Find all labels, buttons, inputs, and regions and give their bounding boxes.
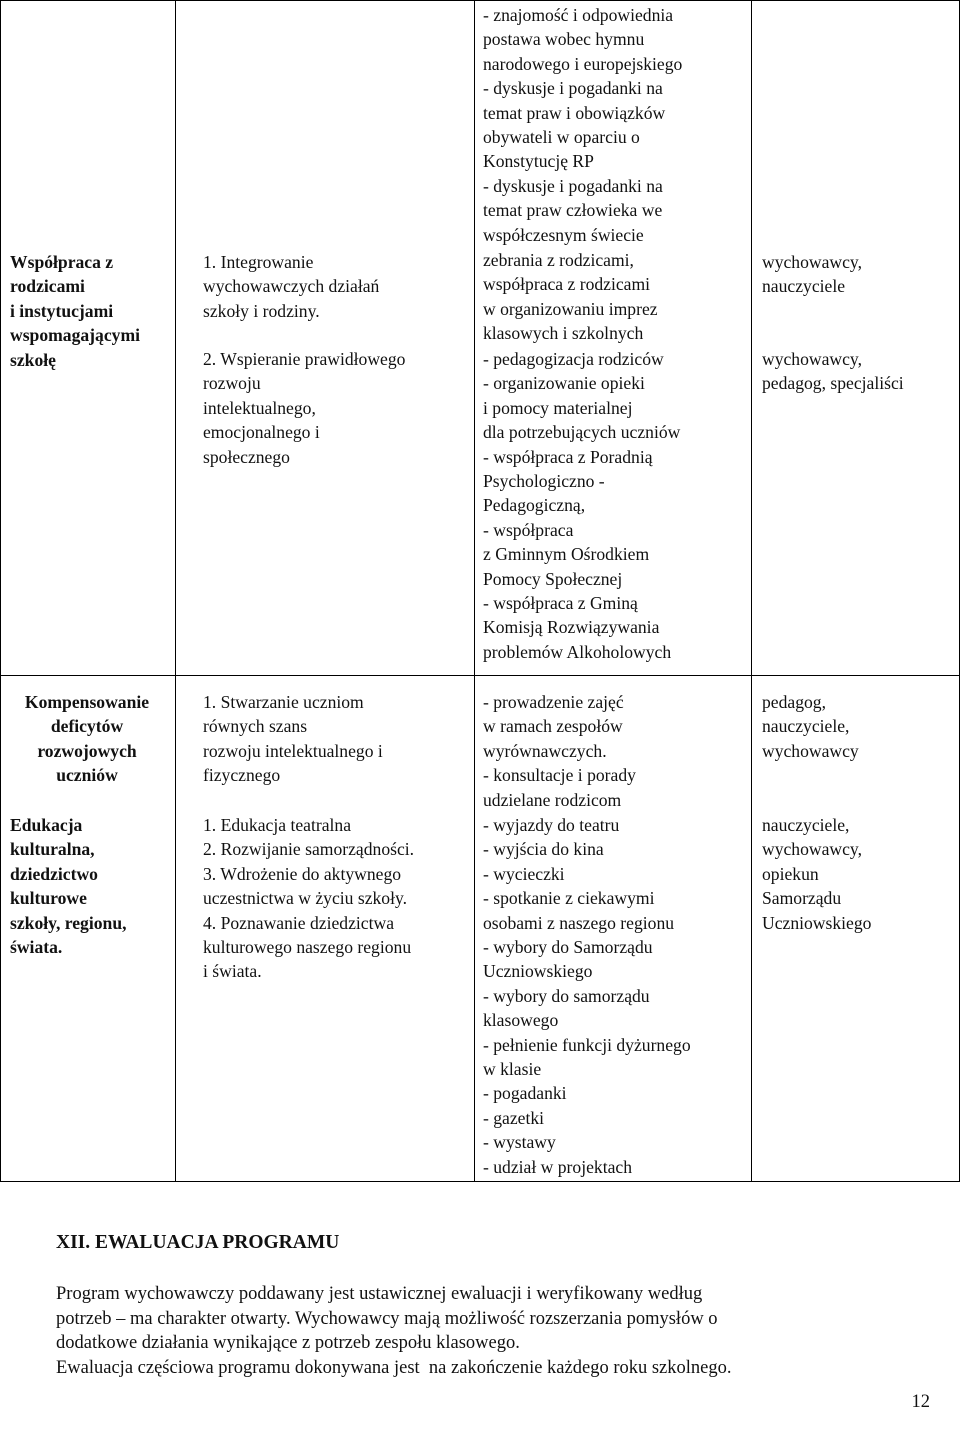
text-line: fizycznego bbox=[203, 765, 281, 786]
text-line: Komisją Rozwiązywania bbox=[483, 617, 660, 638]
row2-tasks-a-cell bbox=[203, 690, 383, 788]
text-line: 4. Poznawanie dziedzictwa bbox=[203, 912, 395, 933]
text-line: 1. Stwarzanie uczniom bbox=[203, 692, 364, 712]
text-line: - pedagogizacja rodziców bbox=[483, 349, 664, 369]
text-line: pedagog, specjaliści bbox=[762, 373, 904, 394]
text-line: temat praw i obowiązków bbox=[483, 102, 666, 123]
row1-forms-top bbox=[483, 3, 682, 247]
text-line: rozwoju intelektualnego i bbox=[203, 740, 383, 761]
text-line: 3. Wdrożenie do aktywnego bbox=[203, 863, 402, 884]
section-title: XII. EWALUACJA PROGRAMU bbox=[56, 1232, 340, 1253]
row1-tasks-a-cell bbox=[203, 250, 379, 323]
text-line: dziedzictwo bbox=[10, 863, 98, 884]
text-line: w organizowaniu imprez bbox=[483, 298, 658, 319]
text-line: nauczyciele, bbox=[762, 815, 850, 835]
text-line: Kompensowanie bbox=[24, 692, 150, 712]
text-line: wychowawczych działań bbox=[203, 276, 380, 297]
text-line: i pomocy materialnej bbox=[483, 397, 633, 418]
row1-tasks-b bbox=[203, 347, 405, 469]
text-line: 2. Wspieranie prawidłowego bbox=[203, 349, 406, 369]
text-line: kulturowego naszego regionu bbox=[203, 937, 412, 958]
text-line: wspomagającymi bbox=[10, 325, 140, 346]
row2-resp-a-cell bbox=[762, 690, 859, 763]
row1-forms-a-cell bbox=[483, 248, 658, 346]
text-line: - współpraca z Poradnią bbox=[483, 446, 653, 467]
row1-resp-b-cell bbox=[762, 347, 904, 396]
table-border-top bbox=[0, 0, 960, 1]
text-line: osobami z naszego regionu bbox=[483, 912, 675, 933]
row1-resp-a bbox=[762, 250, 862, 299]
row2-resp-a bbox=[762, 690, 859, 763]
text-line: - pogadanki bbox=[483, 1083, 567, 1104]
row2-forms-b bbox=[483, 813, 691, 1179]
text-line: wychowawcy, bbox=[762, 349, 862, 369]
table-col-divider-3 bbox=[751, 0, 752, 1182]
text-line: narodowego i europejskiego bbox=[483, 53, 683, 74]
text-line: klasowych i szkolnych bbox=[483, 323, 644, 344]
row1-forms-a bbox=[483, 248, 658, 346]
row1-area bbox=[10, 250, 140, 372]
text-line: kulturowe bbox=[10, 888, 87, 909]
row2-forms-b-cell bbox=[483, 813, 691, 1179]
text-line: - dyskusje i pogadanki na bbox=[483, 175, 663, 196]
text-line: Uczniowskiego bbox=[483, 961, 593, 982]
text-line: uczestnictwa w życiu szkoły. bbox=[203, 888, 408, 909]
text-line: Edukacja bbox=[10, 815, 83, 835]
text-line: szkołę bbox=[10, 349, 56, 370]
text-line: nauczyciele, bbox=[762, 716, 850, 737]
table-col-divider-2 bbox=[474, 0, 475, 1182]
row1-forms-top-cell bbox=[483, 3, 682, 247]
text-line: 1. Edukacja teatralna bbox=[203, 815, 352, 835]
row2-resp-b-cell bbox=[762, 813, 871, 935]
row2-area-b bbox=[10, 813, 127, 959]
text-line: klasowego bbox=[483, 1010, 559, 1031]
text-line: - pełnienie funkcji dyżurnego bbox=[483, 1034, 691, 1055]
text-line: pedagog, bbox=[762, 692, 827, 712]
row1-resp-a-cell bbox=[762, 250, 862, 299]
text-line: Pedagogiczną, bbox=[483, 495, 586, 516]
text-line: równych szans bbox=[203, 716, 308, 737]
table-border-left bbox=[0, 0, 1, 1182]
text-line: w klasie bbox=[483, 1059, 542, 1080]
row2-forms-a-cell bbox=[483, 690, 636, 812]
text-line: - wybory do Samorządu bbox=[483, 937, 653, 958]
text-line: wychowawcy, bbox=[762, 252, 862, 272]
text-line: z Gminnym Ośrodkiem bbox=[483, 544, 650, 565]
text-line: 1. Integrowanie bbox=[203, 252, 314, 272]
text-line: - prowadzenie zajęć bbox=[483, 692, 624, 712]
text-line: rozwojowych bbox=[37, 740, 137, 761]
evaluation-paragraph bbox=[56, 1282, 732, 1380]
text-line: problemów Alkoholowych bbox=[483, 641, 672, 662]
text-line: uczniów bbox=[56, 765, 118, 786]
row1-tasks-b-cell bbox=[203, 347, 405, 469]
text-line: - wybory do samorządu bbox=[483, 985, 650, 1006]
row2-tasks-b bbox=[203, 813, 414, 984]
text-line: zebrania z rodzicami, bbox=[483, 250, 634, 270]
text-line: - wycieczki bbox=[483, 863, 565, 884]
text-line: - współpraca bbox=[483, 519, 574, 540]
text-line: - znajomość i odpowiednia bbox=[483, 5, 674, 25]
row2-forms-a bbox=[483, 690, 636, 812]
text-line: Ewaluacja częściowa programu dokonywana jest na zakończenie każdego roku szkolnego. bbox=[56, 1357, 732, 1378]
text-line: rodzicami bbox=[10, 276, 85, 297]
text-line: w ramach zespołów bbox=[483, 716, 623, 737]
text-line: temat praw człowieka we bbox=[483, 200, 663, 221]
text-line: - współpraca z Gminą bbox=[483, 593, 638, 614]
text-line: rozwoju bbox=[203, 373, 261, 394]
text-line: - udział w projektach bbox=[483, 1156, 632, 1177]
text-line: dodatkowe działania wynikające z potrzeb zespołu klasowego. bbox=[56, 1333, 520, 1354]
text-line: i instytucjami bbox=[10, 300, 114, 321]
row1-forms-b bbox=[483, 347, 680, 664]
text-line: intelektualnego, bbox=[203, 397, 316, 418]
text-line: wyrównawczych. bbox=[483, 740, 607, 761]
text-line: emocjonalnego i bbox=[203, 422, 320, 443]
table-col-divider-1 bbox=[175, 0, 176, 1182]
text-line: potrzeb – ma charakter otwarty. Wychowawcy mają możliwość rozszerzania pomysłów o bbox=[56, 1308, 718, 1329]
page-number: 12 bbox=[911, 1392, 930, 1412]
text-line: - wyjścia do kina bbox=[483, 839, 604, 860]
text-line: kulturalna, bbox=[10, 839, 95, 860]
text-line: dla potrzebujących uczniów bbox=[483, 422, 681, 443]
text-line: szkoły i rodziny. bbox=[203, 300, 320, 321]
text-line: udzielane rodzicom bbox=[483, 789, 622, 810]
text-line: - organizowanie opieki bbox=[483, 373, 645, 394]
text-line: - wystawy bbox=[483, 1132, 556, 1153]
text-line: wychowawcy, bbox=[762, 839, 862, 860]
row1-resp-b bbox=[762, 347, 904, 396]
text-line: 2. Rozwijanie samorządności. bbox=[203, 839, 415, 860]
text-line: Uczniowskiego bbox=[762, 912, 872, 933]
row1-tasks-a bbox=[203, 250, 379, 323]
text-line: Współpraca z bbox=[10, 252, 114, 272]
text-line: - dyskusje i pogadanki na bbox=[483, 78, 663, 99]
text-line: Samorządu bbox=[762, 888, 842, 909]
text-line: - spotkanie z ciekawymi bbox=[483, 888, 655, 909]
row1-area-cell bbox=[10, 250, 140, 372]
text-line: Program wychowawczy poddawany jest ustawicznej ewaluacji i weryfikowany według bbox=[56, 1284, 703, 1304]
text-line: nauczyciele bbox=[762, 276, 846, 297]
text-line: szkoły, regionu, bbox=[10, 912, 127, 933]
text-line: deficytów bbox=[50, 716, 124, 737]
text-line: świata. bbox=[10, 937, 63, 958]
row2-tasks-a bbox=[203, 690, 383, 788]
row2-area-a bbox=[8, 690, 166, 788]
text-line: współpraca z rodzicami bbox=[483, 274, 651, 295]
table-row-divider bbox=[0, 675, 960, 676]
text-line: obywateli w oparciu o bbox=[483, 127, 640, 148]
text-line: wychowawcy bbox=[762, 740, 859, 761]
text-line: - gazetki bbox=[483, 1107, 545, 1128]
row2-resp-b bbox=[762, 813, 871, 935]
row2-area-a-cell bbox=[8, 690, 166, 788]
text-line: - konsultacje i porady bbox=[483, 765, 636, 786]
text-line: opiekun bbox=[762, 863, 819, 884]
text-line: Psychologiczno - bbox=[483, 471, 605, 492]
text-line: - wyjazdy do teatru bbox=[483, 815, 620, 835]
row2-area-b-cell bbox=[10, 813, 127, 959]
text-line: i świata. bbox=[203, 961, 262, 982]
text-line: społecznego bbox=[203, 446, 290, 467]
text-line: współczesnym świecie bbox=[483, 224, 644, 245]
text-line: Pomocy Społecznej bbox=[483, 568, 623, 589]
row1-forms-b-cell bbox=[483, 347, 680, 664]
text-line: Konstytucję RP bbox=[483, 151, 594, 172]
text-line: postawa wobec hymnu bbox=[483, 29, 645, 50]
row2-tasks-b-cell bbox=[203, 813, 414, 984]
table-border-bottom bbox=[0, 1181, 960, 1182]
